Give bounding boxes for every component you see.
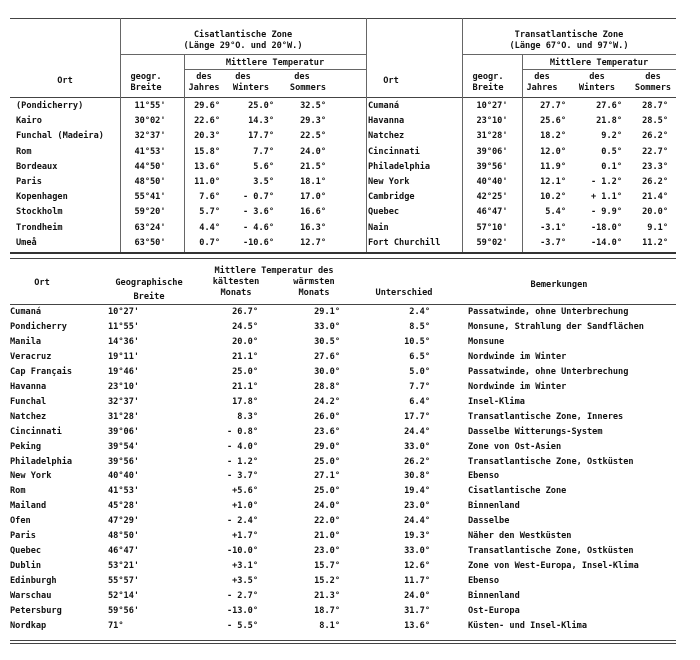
cis-row-breite: 63°50' [134, 237, 166, 248]
trans-row-ort: Nain [368, 222, 389, 233]
cis-row-breite: 11°55' [134, 101, 166, 111]
bottom-row-warm: 25.0° [314, 456, 340, 467]
bottom-row-bem: Zone von West-Europa, Insel-Klima [468, 561, 639, 572]
bottom-row-warm: 8.1° [319, 620, 340, 631]
trans-row-sommer: 23.3° [642, 161, 668, 172]
trans-mittlere-underline [522, 69, 676, 70]
bottom-row-bem: Ost-Europa [468, 606, 520, 616]
bottom-row-ort: Manila [10, 336, 42, 347]
bottom-row-warm: 21.0° [314, 531, 340, 542]
cis-row-sommer: 17.0° [300, 192, 326, 203]
bottom-row-diff: 6.4° [409, 396, 430, 407]
bottom-geo-header-2: Breite [133, 292, 165, 302]
trans-row-sommer: 11.2° [642, 237, 668, 248]
cis-row-breite: 48°50' [134, 177, 166, 187]
cis-row-jahr: 13.6° [194, 161, 220, 172]
trans-row-winter: -18.0° [590, 222, 622, 233]
bottom-ort-header: Ort [34, 278, 50, 288]
bottom-row-breite: 39°06' [108, 426, 140, 437]
trans-geogr-header: geogr. [472, 72, 504, 82]
trans-row-ort: Fort Churchill [368, 237, 441, 248]
bottom-row-ort: Philadelphia [10, 456, 73, 467]
cis-row-winter: 3.5° [253, 177, 274, 187]
cis-row-winter: 7.7° [253, 146, 274, 157]
bottom-row-warm: 29.1° [314, 307, 340, 317]
trans-row-sommer: 26.2° [642, 177, 668, 187]
cis-breite-header: Breite [130, 83, 162, 93]
cis-row-ort: Funchal (Madeira) [16, 131, 104, 142]
cis-row-ort: Kopenhagen [16, 192, 68, 203]
bottom-row-kalt: - 3.7° [226, 471, 258, 482]
bottom-row-warm: 27.6° [314, 351, 340, 362]
bottom-row-bem: Näher den Westküsten [468, 531, 572, 542]
bottom-row-diff: 11.7° [404, 576, 430, 587]
trans-row-ort: Cambridge [368, 192, 415, 203]
bottom-row-breite: 19°46' [108, 366, 140, 377]
top-bottom-rule [10, 252, 676, 254]
bottom-row-ort: Cap Français [10, 366, 73, 377]
bottom-row-bem: Cisatlantische Zone [468, 486, 567, 497]
cis-mittlere-underline [184, 69, 366, 70]
trans-row-breite: 57°10' [476, 222, 508, 233]
bottom-row-warm: 30.0° [314, 366, 340, 377]
bottom-row-diff: 2.4° [409, 307, 430, 317]
cis-row-winter: 17.7° [248, 131, 274, 142]
cis-jahres-header: Jahres [188, 83, 220, 93]
bottom-row-breite: 23°10' [108, 381, 140, 392]
bottom-row-diff: 23.0° [404, 501, 430, 512]
bottom-row-breite: 55°57' [108, 576, 140, 587]
cis-ort-header: Ort [57, 76, 73, 86]
bottom-row-kalt: 20.0° [232, 336, 258, 347]
trans-row-jahr: 11.9° [540, 161, 566, 172]
bottom-row-warm: 28.8° [314, 381, 340, 392]
bottom-row-diff: 26.2° [404, 456, 430, 467]
cis-row-ort: Paris [16, 177, 42, 187]
trans-row-jahr: 18.2° [540, 131, 566, 142]
cis-row-jahr: 11.0° [194, 177, 220, 187]
bottom-row-diff: 6.5° [409, 351, 430, 362]
trans-zone-subtitle: (Länge 67°O. und 97°W.) [509, 41, 629, 51]
bottom-row-ort: Cumaná [10, 307, 42, 317]
trans-row-ort: Natchez [368, 131, 405, 142]
trans-row-jahr: 12.1° [540, 177, 566, 187]
trans-row-winter: 9.2° [601, 131, 622, 142]
bottom-row-bem: Passatwinde, ohne Unterbrechung [468, 366, 629, 377]
bottom-row-kalt: +1.0° [232, 501, 258, 512]
cis-row-winter: 14.3° [248, 116, 274, 127]
bottom-row-ort: Mailand [10, 501, 47, 512]
top-header-rule [10, 97, 676, 98]
bottom-row-kalt: 8.3° [237, 411, 258, 422]
bottom-bem-header: Bemerkungen [530, 280, 588, 290]
trans-zone-title: Transatlantische Zone [514, 30, 624, 40]
cis-row-jahr: 5.7° [199, 207, 220, 218]
bottom-row-ort: Dublin [10, 561, 42, 572]
bottom-row-bem: Binnenland [468, 501, 520, 512]
bottom-row-ort: Havanna [10, 381, 47, 392]
trans-jahres-header: Jahres [526, 83, 558, 93]
bottom-row-breite: 45°28' [108, 501, 140, 512]
bottom-row-kalt: +1.7° [232, 531, 258, 542]
trans-row-breite: 46°47' [476, 207, 508, 218]
bottom-row-bem: Ebenso [468, 471, 500, 482]
bottom-row-breite: 40°40' [108, 471, 140, 482]
cis-row-winter: - 3.6° [242, 207, 274, 218]
bottom-row-breite: 31°28' [108, 411, 140, 422]
bottom-row-ort: Ofen [10, 516, 31, 527]
bottom-kalt-header-1: kältesten [212, 277, 260, 287]
bottom-row-breite: 41°53' [108, 486, 140, 497]
cis-row-jahr: 29.6° [194, 101, 220, 111]
bottom-end-rule-2 [10, 643, 676, 644]
cis-row-ort: (Pondicherry) [16, 101, 84, 111]
bottom-diff-header: Unterschied [375, 288, 433, 298]
bottom-warm-header-2: Monats [298, 288, 330, 298]
trans-row-winter: 0.1° [601, 161, 622, 172]
cis-row-sommer: 12.7° [300, 237, 326, 248]
cis-des-winters-label: des [235, 72, 251, 82]
cis-row-ort: Trondheim [16, 222, 63, 233]
bottom-row-diff: 24.4° [404, 516, 430, 527]
bottom-row-bem: Küsten- und Insel-Klima [468, 620, 587, 631]
trans-row-sommer: 21.4° [642, 192, 668, 203]
bottom-row-bem: Dasselbe [468, 516, 510, 527]
bottom-row-diff: 24.0° [404, 591, 430, 602]
bottom-row-breite: 39°56' [108, 456, 140, 467]
bottom-kalt-header-2: Monats [220, 288, 252, 298]
bottom-row-diff: 19.4° [404, 486, 430, 497]
top-rule [10, 18, 676, 19]
bottom-row-bem: Dasselbe Witterungs-System [468, 426, 603, 437]
top-vrule-ort [120, 18, 121, 252]
cis-row-jahr: 22.6° [194, 116, 220, 127]
bottom-row-ort: Paris [10, 531, 36, 542]
bottom-row-diff: 30.8° [404, 471, 430, 482]
trans-row-jahr: 27.7° [540, 101, 566, 111]
cis-row-ort: Rom [16, 146, 32, 157]
trans-row-jahr: -3.7° [540, 237, 566, 248]
bottom-row-diff: 5.0° [409, 366, 430, 377]
bottom-row-breite: 11°55' [108, 321, 140, 332]
trans-row-winter: -14.0° [590, 237, 622, 248]
trans-row-winter: - 9.9° [590, 207, 622, 218]
cis-row-jahr: 4.4° [199, 222, 220, 233]
cis-row-winter: 5.6° [253, 161, 274, 172]
bottom-row-breite: 46°47' [108, 546, 140, 557]
trans-row-breite: 42°25' [476, 192, 508, 203]
bottom-row-kalt: +3.1° [232, 561, 258, 572]
bottom-row-warm: 29.0° [314, 441, 340, 452]
trans-row-jahr: 25.6° [540, 116, 566, 127]
cis-row-jahr: 15.8° [194, 146, 220, 157]
trans-winters-header: Winters [578, 83, 616, 93]
trans-row-breite: 39°06' [476, 146, 508, 157]
bottom-row-breite: 10°27' [108, 307, 140, 317]
bottom-row-ort: Warschau [10, 591, 52, 602]
trans-des-jahres-label: des [534, 72, 550, 82]
trans-row-breite: 39°56' [476, 161, 508, 172]
bottom-row-ort: Cincinnati [10, 426, 62, 437]
bottom-row-diff: 19.3° [404, 531, 430, 542]
bottom-row-warm: 23.6° [314, 426, 340, 437]
bottom-row-ort: Veracruz [10, 351, 52, 362]
cis-zone-title: Cisatlantische Zone [193, 30, 293, 40]
bottom-row-ort: Rom [10, 486, 26, 497]
bottom-row-kalt: 21.1° [232, 351, 258, 362]
bottom-row-ort: Edinburgh [10, 576, 57, 587]
bottom-row-kalt: 21.1° [232, 381, 258, 392]
bottom-row-kalt: 17.8° [232, 396, 258, 407]
cis-sommers-header: Sommers [289, 83, 327, 93]
cis-row-jahr: 0.7° [199, 237, 220, 248]
bottom-row-breite: 32°37' [108, 396, 140, 407]
bottom-row-warm: 21.3° [314, 591, 340, 602]
trans-des-winters-label: des [589, 72, 605, 82]
bottom-row-bem: Zone von Ost-Asien [468, 441, 562, 452]
trans-row-sommer: 28.7° [642, 101, 668, 111]
cis-row-sommer: 22.5° [300, 131, 326, 142]
bottom-row-warm: 22.0° [314, 516, 340, 527]
bottom-row-warm: 15.7° [314, 561, 340, 572]
cis-row-winter: - 4.6° [242, 222, 274, 233]
bottom-row-warm: 24.2° [314, 396, 340, 407]
cis-row-jahr: 20.3° [194, 131, 220, 142]
trans-breite-header: Breite [472, 83, 504, 93]
bottom-row-kalt: +3.5° [232, 576, 258, 587]
bottom-row-breite: 48°50' [108, 531, 140, 542]
bottom-row-ort: Quebec [10, 546, 42, 557]
trans-des-sommers-label: des [645, 72, 661, 82]
bottom-row-bem: Ebenso [468, 576, 500, 587]
bottom-row-breite: 71° [108, 620, 124, 631]
cis-row-ort: Stockholm [16, 207, 63, 218]
cis-row-sommer: 32.5° [300, 101, 326, 111]
bottom-row-ort: Funchal [10, 396, 47, 407]
cis-des-jahres-label: des [196, 72, 212, 82]
bottom-row-bem: Transatlantische Zone, Ostküsten [468, 456, 634, 467]
trans-row-winter: 21.8° [596, 116, 622, 127]
trans-row-breite: 59°02' [476, 237, 508, 248]
bottom-row-warm: 18.7° [314, 606, 340, 616]
cis-row-breite: 59°20' [134, 207, 166, 218]
trans-row-sommer: 20.0° [642, 207, 668, 218]
bottom-row-warm: 33.0° [314, 321, 340, 332]
bottom-row-kalt: - 0.8° [226, 426, 258, 437]
bottom-mt-header: Mittlere Temperatur des [214, 266, 334, 276]
bottom-end-rule-1 [10, 640, 676, 641]
cis-zone-subtitle: (Länge 29°O. und 20°W.) [183, 41, 303, 51]
bottom-row-warm: 30.5° [314, 336, 340, 347]
bottom-row-diff: 31.7° [404, 606, 430, 616]
cis-title-underline [120, 54, 366, 55]
bottom-row-diff: 13.6° [404, 620, 430, 631]
cis-geogr-header: geogr. [130, 72, 162, 82]
cis-row-sommer: 16.3° [300, 222, 326, 233]
bottom-row-kalt: - 1.2° [226, 456, 258, 467]
bottom-row-warm: 15.2° [314, 576, 340, 587]
cis-row-sommer: 29.3° [300, 116, 326, 127]
trans-row-ort: Philadelphia [368, 161, 431, 172]
trans-row-ort: Cumaná [368, 101, 400, 111]
trans-row-breite: 10°27' [476, 101, 508, 111]
cis-winters-header: Winters [232, 83, 270, 93]
bottom-row-diff: 33.0° [404, 546, 430, 557]
cis-row-breite: 44°50' [134, 161, 166, 172]
trans-row-sommer: 26.2° [642, 131, 668, 142]
bottom-row-breite: 39°54' [108, 441, 140, 452]
bottom-row-bem: Monsune, Strahlung der Sandflächen [468, 321, 644, 332]
bottom-row-warm: 26.0° [314, 411, 340, 422]
trans-row-jahr: -3.1° [540, 222, 566, 233]
bottom-row-breite: 14°36' [108, 336, 140, 347]
bottom-row-breite: 52°14' [108, 591, 140, 602]
trans-row-sommer: 28.5° [642, 116, 668, 127]
trans-row-jahr: 5.4° [545, 207, 566, 218]
cis-row-breite: 32°37' [134, 131, 166, 142]
cis-des-sommers-label: des [294, 72, 310, 82]
bottom-header-rule [10, 304, 676, 305]
bottom-row-bem: Nordwinde im Winter [468, 381, 567, 392]
bottom-row-breite: 59°56' [108, 606, 140, 616]
cis-row-breite: 55°41' [134, 192, 166, 203]
bottom-row-bem: Transatlantische Zone, Inneres [468, 411, 624, 422]
bottom-row-kalt: -13.0° [226, 606, 258, 616]
bottom-row-ort: New York [10, 471, 52, 482]
bottom-row-bem: Nordwinde im Winter [468, 351, 567, 362]
bottom-row-kalt: - 4.0° [226, 441, 258, 452]
bottom-warm-header-1: wärmsten [293, 277, 335, 287]
bottom-row-breite: 47°29' [108, 516, 140, 527]
cis-mittlere-header: Mittlere Temperatur [225, 58, 325, 68]
trans-ort-header: Ort [383, 76, 399, 86]
bottom-row-kalt: 24.5° [232, 321, 258, 332]
cis-row-winter: - 0.7° [242, 192, 274, 203]
bottom-row-bem: Transatlantische Zone, Ostküsten [468, 546, 634, 557]
trans-row-winter: - 1.2° [590, 177, 622, 187]
trans-row-winter: 27.6° [596, 101, 622, 111]
bottom-row-kalt: - 2.7° [226, 591, 258, 602]
bottom-row-kalt: +5.6° [232, 486, 258, 497]
bottom-row-ort: Petersburg [10, 606, 62, 616]
bottom-row-warm: 25.0° [314, 486, 340, 497]
bottom-row-bem: Passatwinde, ohne Unterbrechung [468, 307, 629, 317]
bottom-row-kalt: - 2.4° [226, 516, 258, 527]
bottom-row-ort: Nordkap [10, 620, 47, 631]
trans-row-ort: Quebec [368, 207, 400, 218]
bottom-row-bem: Insel-Klima [468, 396, 525, 407]
cis-row-winter: -10.6° [242, 237, 274, 248]
cis-row-sommer: 24.0° [300, 146, 326, 157]
trans-row-winter: + 1.1° [590, 192, 622, 203]
cis-row-jahr: 7.6° [199, 192, 220, 203]
bottom-row-bem: Monsune [468, 336, 505, 347]
bottom-row-diff: 10.5° [404, 336, 430, 347]
trans-row-jahr: 12.0° [540, 146, 566, 157]
top-vrule-trans-ort [462, 18, 463, 252]
cis-row-sommer: 21.5° [300, 161, 326, 172]
trans-row-ort: New York [368, 177, 410, 187]
trans-mittlere-header: Mittlere Temperatur [549, 58, 649, 68]
cis-row-winter: 25.0° [248, 101, 274, 111]
bottom-row-bem: Binnenland [468, 591, 520, 602]
trans-row-ort: Cincinnati [368, 146, 420, 157]
bottom-row-breite: 53°21' [108, 561, 140, 572]
trans-row-jahr: 10.2° [540, 192, 566, 203]
bottom-row-kalt: -10.0° [226, 546, 258, 557]
cis-row-breite: 30°02' [134, 116, 166, 127]
bottom-row-diff: 7.7° [409, 381, 430, 392]
bottom-top-rule [10, 258, 676, 259]
trans-row-breite: 40°40' [476, 177, 508, 187]
trans-row-winter: 0.5° [601, 146, 622, 157]
bottom-row-warm: 23.0° [314, 546, 340, 557]
bottom-row-warm: 27.1° [314, 471, 340, 482]
trans-sommers-header: Sommers [634, 83, 672, 93]
trans-row-breite: 31°28' [476, 131, 508, 142]
bottom-row-warm: 24.0° [314, 501, 340, 512]
bottom-row-diff: 24.4° [404, 426, 430, 437]
cis-row-sommer: 18.1° [300, 177, 326, 187]
bottom-row-ort: Natchez [10, 411, 47, 422]
cis-row-ort: Kairo [16, 116, 42, 127]
trans-row-ort: Havanna [368, 116, 405, 127]
top-vrule-zone [366, 18, 367, 252]
cis-row-sommer: 16.6° [300, 207, 326, 218]
bottom-row-kalt: 25.0° [232, 366, 258, 377]
trans-row-sommer: 22.7° [642, 146, 668, 157]
bottom-row-ort: Pondicherry [10, 321, 67, 332]
cis-row-ort: Bordeaux [16, 161, 58, 172]
cis-row-breite: 63°24' [134, 222, 166, 233]
bottom-geo-header-1: Geographische [115, 278, 183, 288]
bottom-row-diff: 12.6° [404, 561, 430, 572]
bottom-row-kalt: - 5.5° [226, 620, 258, 631]
bottom-row-breite: 19°11' [108, 351, 140, 362]
bottom-row-diff: 8.5° [409, 321, 430, 332]
trans-row-breite: 23°10' [476, 116, 508, 127]
bottom-row-kalt: 26.7° [232, 307, 258, 317]
bottom-row-ort: Peking [10, 441, 42, 452]
cis-row-ort: Umeå [16, 237, 37, 248]
bottom-row-diff: 17.7° [404, 411, 430, 422]
cis-row-breite: 41°53' [134, 146, 166, 157]
trans-title-underline [462, 54, 676, 55]
trans-row-sommer: 9.1° [647, 222, 668, 233]
bottom-row-diff: 33.0° [404, 441, 430, 452]
